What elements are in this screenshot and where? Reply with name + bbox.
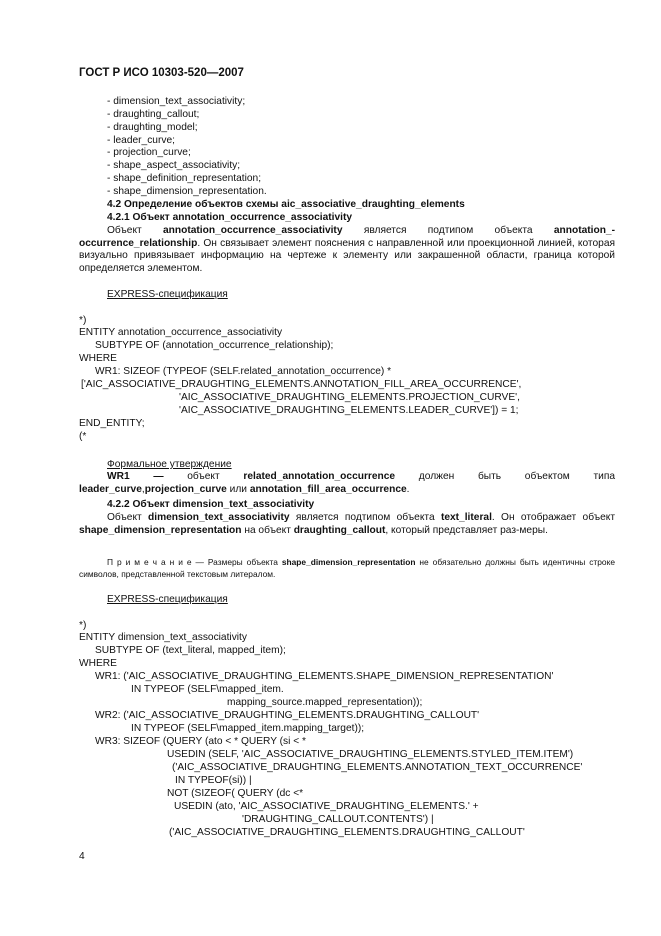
term-annotation-occurrence-associativity: annotation_occurrence_associativity [163,225,343,236]
code-line: SUBTYPE OF (text_literal, mapped_item); [95,645,286,656]
paragraph-text: или [226,483,250,495]
list-item: - shape_definition_representation; [107,173,262,184]
code-line: IN TYPEOF (SELF\mapped_item. [131,684,284,695]
code-line: USEDIN (ato, 'AIC_ASSOCIATIVE_DRAUGHTING_ELEMENTS.' + [174,801,479,812]
code-line: ENTITY annotation_occurrence_associativity [79,327,283,338]
term: annotation_fill_area_occurrence [249,483,407,495]
code-line: ('AIC_ASSOCIATIVE_DRAUGHTING_ELEMENTS.ANNOTATION_TEXT_OCCURRENCE' [172,762,583,773]
list-item: - shape_dimension_representation. [107,186,267,197]
code-line: WR2: ('AIC_ASSOCIATIVE_DRAUGHTING_ELEMENTS.DRAUGHTING_CALLOUT' [95,710,480,721]
paragraph-text: Объект [107,512,149,523]
term: projection_curve [144,483,227,495]
note-text: не обязательно должны быть идентичны строке символов, представленной текстовым литералом. [79,557,615,579]
list-item: - projection_curve; [107,147,191,158]
paragraph-text: объект [163,471,244,482]
code-line: USEDIN (SELF, 'AIC_ASSOCIATIVE_DRAUGHTING_ELEMENTS.STYLED_ITEM.ITEM') [167,749,574,760]
paragraph-text: должен быть объектом типа [395,471,616,482]
term-annotation-occurrence-relationship: annotation_-occurrence_relationship [79,225,615,249]
page-number: 4 [79,851,85,862]
code-line: (* [79,431,87,442]
paragraph-text: . [406,483,410,495]
list-item: - shape_aspect_associativity; [107,160,241,171]
paragraph-text: , который представляет раз-меры. [385,524,548,536]
code-line: 'AIC_ASSOCIATIVE_DRAUGHTING_ELEMENTS.LEADER_CURVE']) = 1; [179,405,519,416]
code-line: END_ENTITY; [79,418,145,429]
express-spec-label: EXPRESS-спецификация [107,594,228,605]
code-line: WR1: SIZEOF (TYPEOF (SELF.related_annotation_occurrence) * [95,366,392,377]
term: text_literal [440,512,492,523]
paragraph-text: является подтипом объекта [342,225,554,236]
list-item: - draughting_callout; [107,109,200,120]
note [79,556,615,580]
express-spec-label: EXPRESS-спецификация [107,289,228,300]
paragraph-4-2-1 [79,225,615,275]
code-line: ['AIC_ASSOCIATIVE_DRAUGHTING_ELEMENTS.ANNOTATION_FILL_AREA_OCCURRENCE', [81,379,522,390]
note-label: П р и м е ч а н и е [107,557,192,567]
code-line: WR1: ('AIC_ASSOCIATIVE_DRAUGHTING_ELEMENTS.SHAPE_DIMENSION_REPRESENTATION' [95,671,554,682]
term: dimension_text_associativity [148,512,290,523]
formal-statement-wr1 [79,471,615,496]
paragraph-text: является подтипом объекта [289,512,441,523]
section-heading-4-2: 4.2 Определение объектов схемы aic_associative_draughting_elements [107,199,465,210]
document-header: ГОСТ Р ИСО 10303-520—2007 [79,67,244,79]
term: leader_curve [79,483,142,495]
rule-label: WR1 — [107,471,164,482]
code-line: NOT (SIZEOF( QUERY (dc <* [167,788,304,799]
paragraph-text: Объект [107,225,164,236]
code-line: IN TYPEOF (SELF\mapped_item.mapping_target)); [131,723,365,734]
paragraph-text: на объект [241,524,294,536]
list-item: - leader_curve; [107,135,175,146]
code-line: WR3: SIZEOF (QUERY (ato < * QUERY (si < * [95,736,306,747]
paragraph-text: . Он связывает элемент пояснения с направленной или проекционной линией, которая визуально привязывает информацию на чертеже к элементу или закрашенной области, граница которой определяется элементом. [79,237,615,274]
paragraph-4-2-2 [79,512,615,537]
list-item: - draughting_model; [107,122,198,133]
term: shape_dimension_representation [79,524,242,536]
section-heading-4-2-1: 4.2.1 Объект annotation_occurrence_associativity [107,212,353,223]
code-line: mapping_source.mapped_representation)); [227,697,423,708]
code-line: 'DRAUGHTING_CALLOUT.CONTENTS') | [242,814,434,825]
code-line: *) [79,620,87,631]
code-line: *) [79,315,87,326]
code-line: ENTITY dimension_text_associativity [79,632,247,643]
list-item: - dimension_text_associativity; [107,96,246,107]
code-line: IN TYPEOF(si)) | [175,775,252,786]
code-line: SUBTYPE OF (annotation_occurrence_relationship); [95,340,334,351]
code-line: WHERE [79,353,117,364]
term: draughting_callout [293,524,386,536]
formal-statement-label: Формальное утверждение [107,459,232,470]
term: related_annotation_occurrence [243,471,396,482]
code-line: WHERE [79,658,117,669]
term: shape_dimension_representation [281,557,416,567]
paragraph-text: , [141,483,145,495]
code-line: 'AIC_ASSOCIATIVE_DRAUGHTING_ELEMENTS.PROJECTION_CURVE', [179,392,520,403]
note-text: — Размеры объекта [191,557,282,567]
code-line: ('AIC_ASSOCIATIVE_DRAUGHTING_ELEMENTS.DRAUGHTING_CALLOUT' [169,827,525,838]
section-heading-4-2-2: 4.2.2 Объект dimension_text_associativity [107,499,315,510]
paragraph-text: . Он отображает объект [491,512,615,523]
